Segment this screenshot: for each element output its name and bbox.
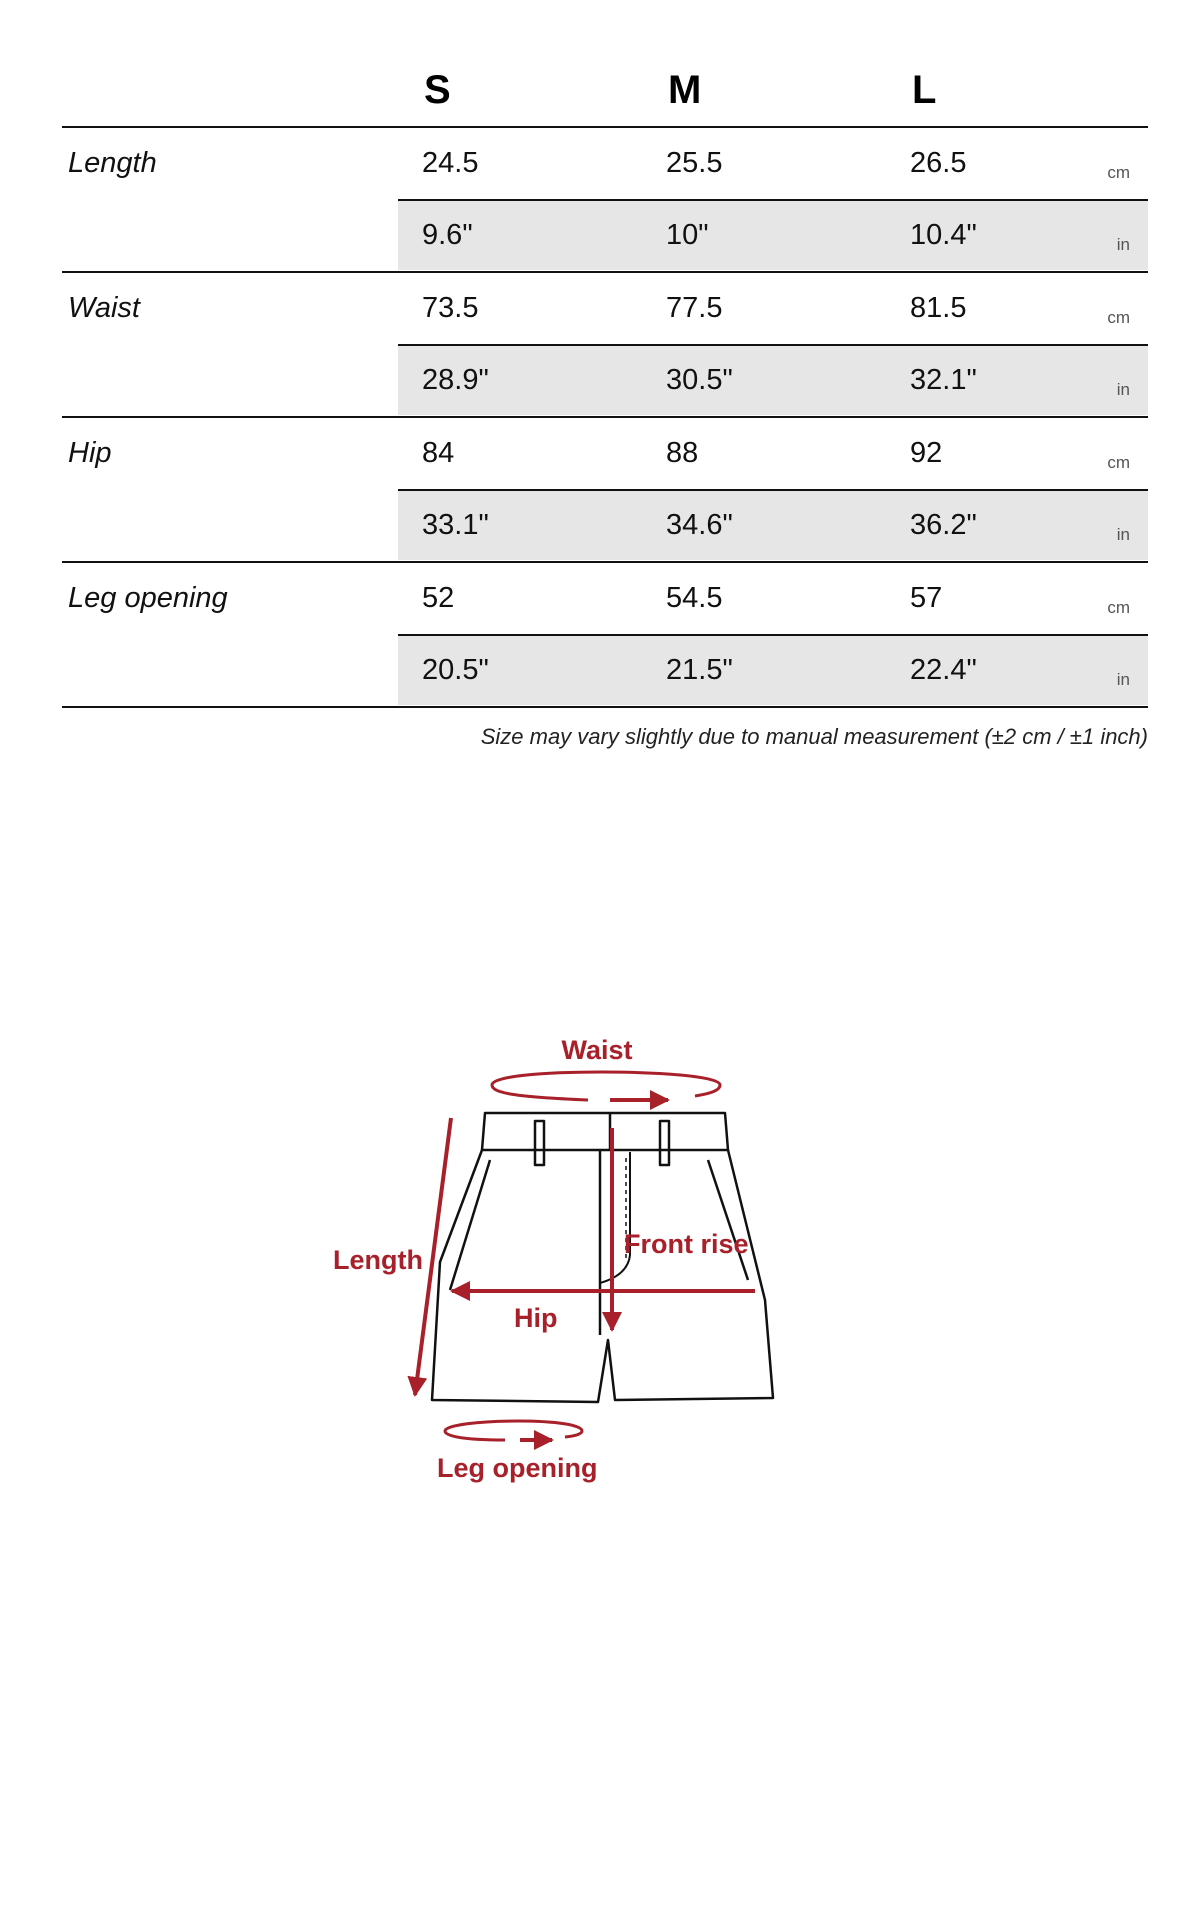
waist-s-cm: 73.5 <box>422 292 479 324</box>
leg-opening-m-in: 21.5" <box>666 654 733 686</box>
waist-label: Waist <box>561 1035 633 1065</box>
inch-row-shade <box>398 201 1148 270</box>
measure-label-leg-opening: Leg opening <box>68 582 228 614</box>
size-header-l: L <box>912 68 937 112</box>
unit-in: in <box>1116 525 1130 544</box>
row-divider <box>62 706 1148 708</box>
unit-in: in <box>1116 235 1130 254</box>
inch-row-shade <box>398 346 1148 415</box>
unit-in: in <box>1116 380 1130 399</box>
leg-opening-m-cm: 54.5 <box>666 582 723 614</box>
unit-cm: cm <box>1107 163 1130 182</box>
leg-opening-s-cm: 52 <box>422 582 455 614</box>
length-s-cm: 24.5 <box>422 147 479 179</box>
length-m-in: 10" <box>666 219 709 251</box>
waist-arrow <box>492 1072 720 1100</box>
leg-opening-label: Leg opening <box>437 1453 598 1483</box>
hip-s-cm: 84 <box>422 437 455 469</box>
length-l-in: 10.4" <box>910 219 977 251</box>
row-divider <box>62 561 1148 563</box>
size-header-s: S <box>424 68 451 112</box>
measurement-note: Size may vary slightly due to manual measurement (±2 cm / ±1 inch) <box>480 724 1148 749</box>
shorts-measurement-diagram <box>0 1000 1200 1520</box>
length-l-cm: 26.5 <box>910 147 967 179</box>
row-divider <box>398 489 1148 491</box>
size-header-m: M <box>668 68 702 112</box>
waist-m-cm: 77.5 <box>666 292 723 324</box>
row-divider <box>62 126 1148 128</box>
row-divider <box>62 271 1148 273</box>
unit-cm: cm <box>1107 453 1130 472</box>
waist-m-in: 30.5" <box>666 364 733 396</box>
leg-opening-l-cm: 57 <box>910 582 943 614</box>
row-divider <box>62 416 1148 418</box>
measure-label-length: Length <box>68 147 157 179</box>
hip-l-cm: 92 <box>910 437 943 469</box>
waist-l-cm: 81.5 <box>910 292 967 324</box>
hip-m-in: 34.6" <box>666 509 733 541</box>
unit-cm: cm <box>1107 308 1130 327</box>
row-divider <box>398 199 1148 201</box>
row-divider <box>398 634 1148 636</box>
front-rise-label: Front rise <box>624 1229 749 1259</box>
hip-m-cm: 88 <box>666 437 699 469</box>
unit-in: in <box>1116 670 1130 689</box>
length-label: Length <box>333 1245 423 1275</box>
row-divider <box>398 344 1148 346</box>
hip-s-in: 33.1" <box>422 509 489 541</box>
length-m-cm: 25.5 <box>666 147 723 179</box>
length-s-in: 9.6" <box>422 219 473 251</box>
measure-label-waist: Waist <box>68 292 140 324</box>
hip-label: Hip <box>514 1303 558 1333</box>
leg-opening-arrow <box>445 1421 582 1440</box>
waist-s-in: 28.9" <box>422 364 489 396</box>
leg-opening-l-in: 22.4" <box>910 654 977 686</box>
inch-row-shade <box>398 636 1148 705</box>
inch-row-shade <box>398 491 1148 560</box>
hip-l-in: 36.2" <box>910 509 977 541</box>
unit-cm: cm <box>1107 598 1130 617</box>
leg-opening-s-in: 20.5" <box>422 654 489 686</box>
measure-label-hip: Hip <box>68 437 112 469</box>
waist-l-in: 32.1" <box>910 364 977 396</box>
